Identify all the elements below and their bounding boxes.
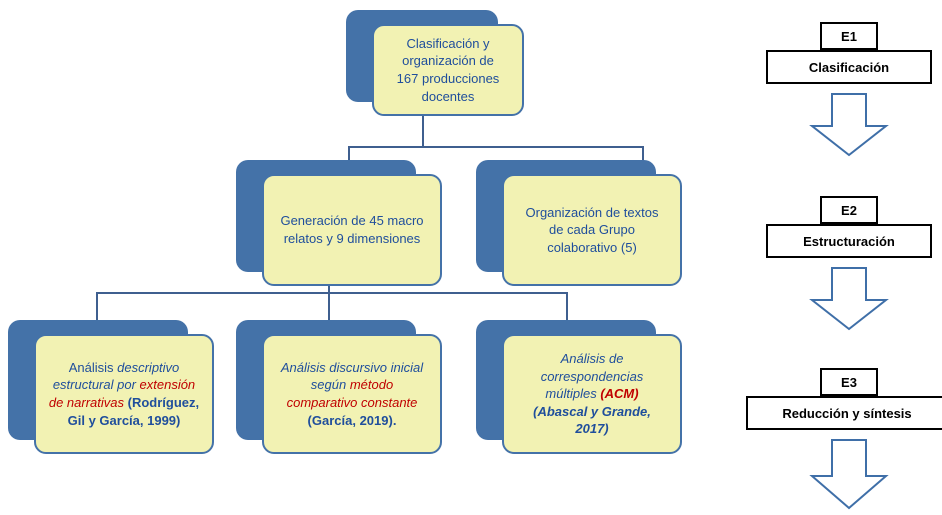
- connector-top-stem: [422, 116, 424, 148]
- bottom1-seg4: extensión: [139, 377, 196, 393]
- bottom3-seg5: (Abascal y Grande,: [533, 403, 651, 419]
- bottom2-seg1: Análisis discursivo inicial: [280, 359, 424, 375]
- node-face: [502, 334, 682, 454]
- node-organizacion-textos: [476, 160, 659, 272]
- arrow-down-icon-2: [806, 266, 892, 332]
- node-mid-right-line2: de cada Grupo: [548, 222, 635, 238]
- node-clasificacion-organizacion: [346, 10, 498, 102]
- node-top-line1: Clasificación y: [406, 35, 490, 51]
- node-analisis-correspondencias-multiples: [476, 320, 656, 440]
- bottom1-seg1: Análisis: [68, 359, 118, 375]
- bottom1-seg2: descriptivo: [117, 359, 180, 375]
- node-top-line4: docentes: [421, 88, 475, 104]
- node-face: [502, 174, 682, 286]
- node-mid-right-line3: colaborativo (5): [547, 239, 637, 255]
- bottom2-seg5: (García, 2019).: [307, 412, 397, 428]
- node-face: [34, 334, 214, 454]
- node-top-line3: 167 producciones: [396, 71, 500, 86]
- bottom1-seg7: Gil y García, 1999): [67, 412, 181, 428]
- stage-code-e2: E2: [820, 196, 878, 224]
- arrow-down-icon-1: [806, 92, 892, 158]
- bottom1-seg5: de narrativas: [48, 395, 125, 410]
- connector-level2-bus: [96, 292, 568, 294]
- bottom3-seg3: múltiples: [545, 386, 601, 402]
- node-mid-left-line1: Generación de 45 macro: [280, 213, 424, 229]
- node-analisis-discursivo-inicial: [236, 320, 424, 440]
- stage-name-reduccion-sintesis: Reducción y síntesis: [746, 396, 942, 430]
- bottom1-seg6: (Rodríguez,: [124, 395, 200, 410]
- bottom3-seg6: 2017): [575, 421, 609, 437]
- bottom1-seg3: estructural por: [52, 377, 140, 393]
- bottom3-seg1: Análisis de: [560, 351, 624, 367]
- node-face: [262, 174, 442, 286]
- bottom2-seg3: método: [349, 377, 394, 393]
- node-top-line2: organización de: [402, 53, 494, 69]
- node-face: [262, 334, 442, 454]
- bottom2-seg4: comparativo constante: [286, 395, 418, 410]
- bottom3-seg4: (ACM): [600, 386, 639, 402]
- stage-name-estructuracion: Estructuración: [766, 224, 932, 258]
- node-mid-left-line2: relatos y 9 dimensiones: [283, 231, 421, 246]
- stage-code-e1: E1: [820, 22, 878, 50]
- stage-code-e3: E3: [820, 368, 878, 396]
- node-face: [372, 24, 524, 116]
- connector-level1-bus: [348, 146, 644, 148]
- node-analisis-descriptivo-estructural: [8, 320, 200, 440]
- stage-name-clasificacion: Clasificación: [766, 50, 932, 84]
- bottom2-seg2: según: [310, 377, 350, 393]
- node-generacion-macro-relatos: [236, 160, 424, 272]
- arrow-down-icon-3: [806, 438, 892, 510]
- bottom3-seg2: correspondencias: [540, 368, 644, 384]
- node-mid-right-line1: Organización de textos: [525, 204, 659, 220]
